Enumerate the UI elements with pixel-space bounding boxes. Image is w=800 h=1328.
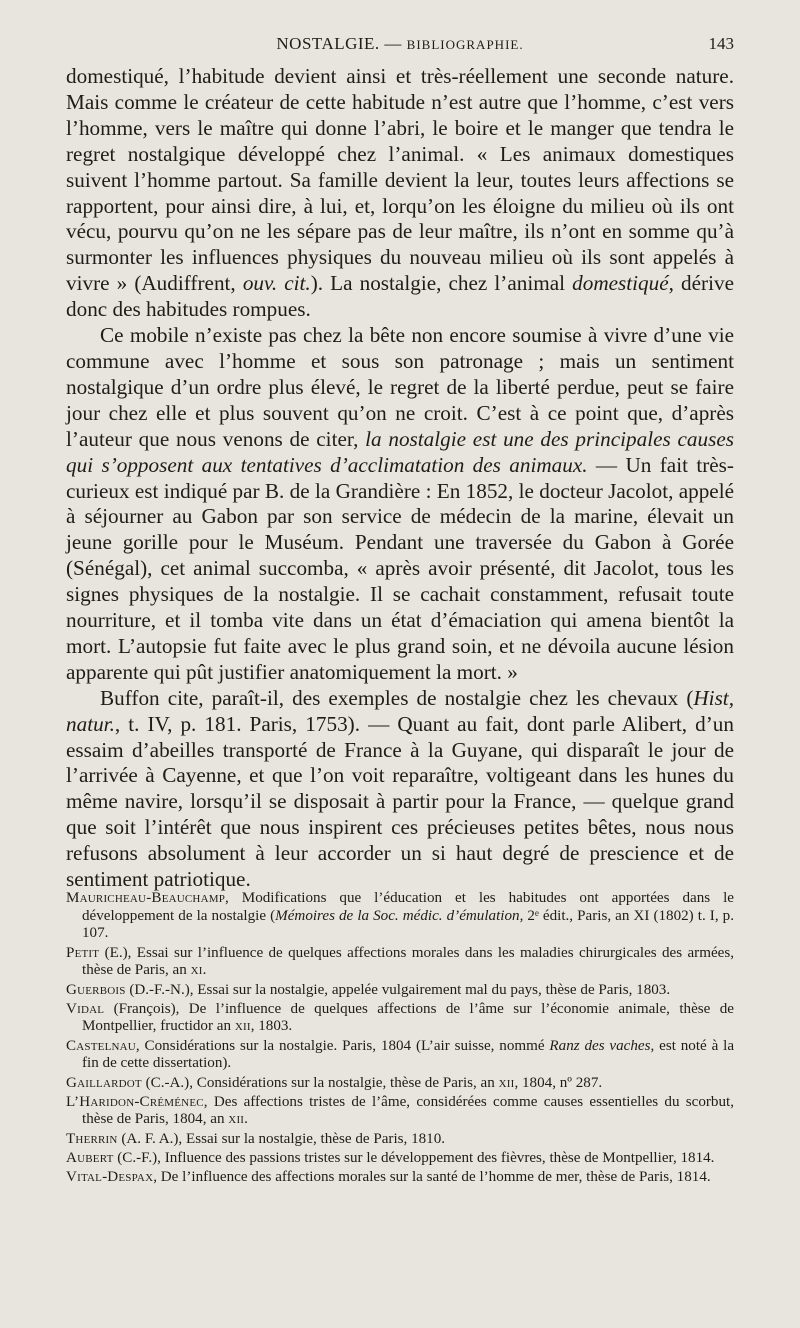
running-header: [66, 34, 734, 56]
small-caps-run: L’Haridon-Créménec: [66, 1093, 204, 1110]
small-caps-run: Vidal: [66, 1000, 105, 1017]
text-run: ). La nostalgie, chez l’animal: [310, 271, 573, 296]
italic-run: ouv. cit.: [242, 271, 311, 296]
bibliography-entry: [66, 1169, 734, 1187]
bibliography-entry: [66, 1001, 734, 1036]
small-caps-run: xii: [234, 1018, 251, 1035]
paragraph-2: [66, 323, 734, 686]
text-run: (C.-A.), Considérations sur la nostalgie, thèse de Paris, an: [141, 1074, 499, 1091]
bibliography-entry: [66, 945, 734, 980]
header-subtitle: BIBLIOGRAPHIE.: [406, 37, 524, 52]
text-run: , est noté à la fin de cette dissertation).: [82, 1037, 735, 1072]
bibliography-entry: [66, 1094, 734, 1129]
bibliography-entry: [66, 1038, 734, 1073]
text-run: , Modifications que l’éducation et les habitudes ont apportées dans le développement de la nostalgie (: [82, 890, 734, 924]
text-run: .: [244, 1111, 248, 1128]
text-run: (A. F. A.), Essai sur la nostalgie, thèse de Paris, 1810.: [117, 1130, 446, 1147]
small-caps-run: Mauricheau-Beauchamp: [66, 890, 226, 906]
text-run: , Des affections tristes de l’âme, considérées comme causes essentielles du scorbut, thèse de Paris, 1804, an: [82, 1093, 734, 1128]
text-run: .: [202, 962, 207, 979]
text-run: , 1804, nº 287.: [514, 1074, 603, 1091]
text-run: , dérive donc des habitudes rompues.: [66, 271, 734, 322]
text-run: (François), De l’influence de quelques affections de l’âme sur l’économie animale, thèse de Montpellier, fructidor an: [82, 1000, 734, 1035]
running-title: [66, 34, 734, 54]
text-run: (D.-F.-N.), Essai sur la nostalgie, appelée vulgairement mal du pays, thèse de Paris, 1803.: [125, 981, 671, 998]
text-run: Ce mobile n’existe pas chez la bête non encore soumise à vivre d’une vie commune avec l’homme et sous son patronage ; mais un sentiment nostalgique d’un ordre plus élevé, le regret de la liberté perdue, peut se faire jour chez elle et plus souvent qu’on ne croit. C’est à ce point que, d’après l’auteur que nous venons de citer,: [66, 323, 734, 451]
bibliography-list: [66, 890, 734, 1188]
small-caps-run: xii: [228, 1111, 245, 1128]
text-run: , 2ᵉ édit., Paris, an XI (1802) t. I, p. 107.: [82, 907, 734, 942]
header-dash: —: [379, 34, 407, 53]
small-caps-run: Guerbois: [66, 981, 126, 998]
small-caps-run: Petit: [66, 944, 100, 961]
text-run: , Considérations sur la nostalgie. Paris, 1804 (L’air suisse, nommé: [135, 1037, 550, 1054]
bibliography-entry: [66, 1131, 734, 1149]
bibliography-entry: [66, 982, 734, 1000]
italic-run: la nostalgie est une des principales causes qui s’opposent aux tentatives d’acclimatation des animaux.: [66, 426, 734, 477]
bibliography-entry: [66, 890, 734, 943]
italic-run: Mémoires de la Soc. médic. d’émulation: [275, 907, 520, 924]
text-run: , De l’influence des affections morales sur la santé de l’homme de mer, thèse de Paris, 1814.: [153, 1169, 711, 1186]
text-run: , t. IV, p. 181. Paris, 1753). — Quant au fait, dont parle Alibert, d’un essaim d’abeilles transporté de France à la Guyane, qui disparaît le jour de l’arrivée à Cayenne, et que l’on voit reparaître, voltigeant dans les hunes du même navire, lorsqu’il se disposait à partir pour la France, — quelque grand que soit l’intérêt que nous inspirent ces précieuses petites bêtes, nous nous refusons absolument à leur accorder un si haut degré de prescience et de sentiment patriotique.: [66, 711, 734, 892]
paragraph-1: [66, 64, 734, 323]
text-run: domestiqué, l’habitude devient ainsi et très-réellement une seconde nature. Mais comme le créateur de cette habitude n’est autre que l’homme, c’est vers l’homme, vers le maître qui donne l’abri, le boire et le manger que tendra le regret nostalgique développé chez l’animal. « Les animaux domestiques suivent l’homme partout. Sa famille devient la leur, toutes leurs affections se rapportent, pour ainsi dire, à lui, et, lorqu’on les éloigne du milieu où ils ont vécu, pourvu qu’on ne les sépare pas de leur maître, ils n’ont en somme qu’à surmonter les influences physiques du nouveau milieu où ils sont appelés à vivre » (Audiffrent,: [66, 64, 734, 296]
small-caps-run: xi: [190, 962, 203, 979]
main-text: [66, 64, 734, 893]
paragraph-3: [66, 686, 734, 893]
text-run: (E.), Essai sur l’influence de quelques affections morales dans les maladies chirurgicales des armées, thèse de Paris, an: [82, 944, 734, 979]
text-run: , 1803.: [250, 1018, 293, 1035]
small-caps-run: Vital-Despax: [66, 1169, 154, 1186]
italic-run: Hist, natur.: [66, 685, 734, 736]
italic-run: Ranz des vaches: [549, 1037, 651, 1054]
small-caps-run: Castelnau: [66, 1037, 136, 1054]
page-number: 143: [708, 34, 734, 53]
italic-run: domestiqué: [572, 271, 669, 296]
bibliography-entry: [66, 1075, 734, 1093]
header-title: NOSTALGIE.: [276, 34, 380, 53]
text-run: — Un fait très-curieux est indiqué par B. de la Grandière : En 1852, le docteur Jacolot, appelé à séjourner au Gabon par son service de médecin de la marine, élevait un jeune gorille pour le Muséum. Pendant une traversée du Gabon à Gorée (Sénégal), cet animal succomba, « après avoir présenté, dit Jacolot, tous les signes physiques de la nostalgie. Il se cachait constamment, refusait toute nourriture, et il tomba vite dans un état d’émaciation qui amena bientôt la mort. L’autopsie fut faite avec le plus grand soin, et ne dévoila aucune lésion apparente qui pût justifier anatomiquement la mort. »: [66, 452, 734, 684]
text-run: (C.-F.), Influence des passions tristes sur le développement des fièvres, thèse de Montpellier, 1814.: [113, 1149, 715, 1166]
small-caps-run: Therrin: [66, 1130, 118, 1147]
text-run: Buffon cite, paraît-il, des exemples de nostalgie chez les chevaux (: [100, 685, 694, 710]
bibliography-entry: [66, 1150, 734, 1168]
small-caps-run: Aubert: [66, 1149, 114, 1166]
small-caps-run: Gaillardot: [66, 1074, 142, 1091]
small-caps-run: xii: [498, 1074, 515, 1091]
